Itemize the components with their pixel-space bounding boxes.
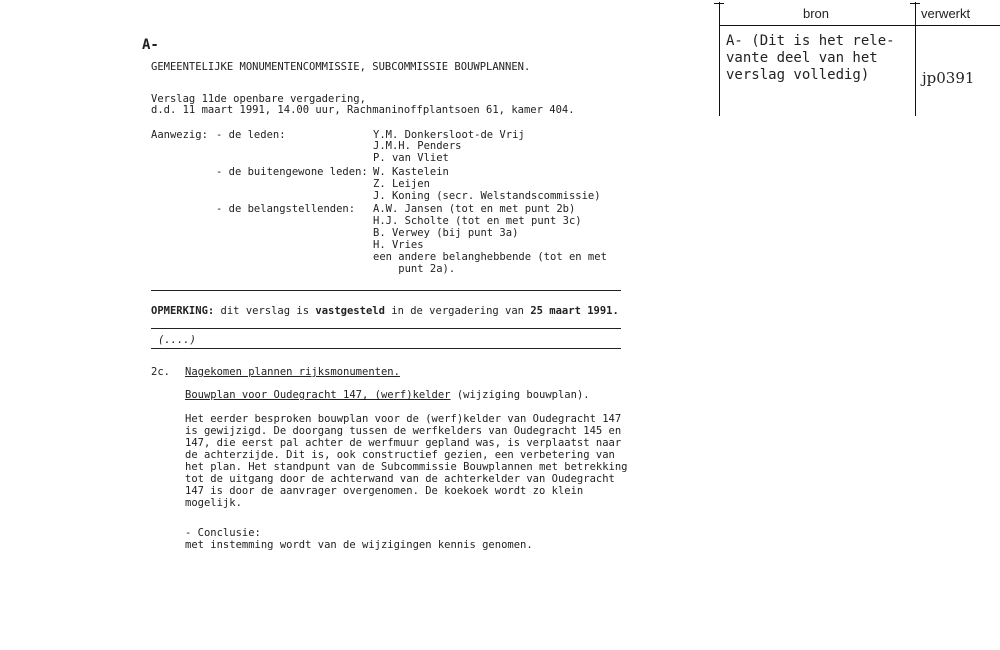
- group-label-belangstellenden: - de belangstellenden:: [216, 203, 356, 215]
- table-header-rule: [719, 25, 1000, 26]
- ellipsis: (....): [158, 334, 196, 346]
- group-label-buitengewone: - de buitengewone leden:: [216, 166, 368, 178]
- opmerking-line: [151, 306, 619, 318]
- opmerking-label: OPMERKING:: [151, 305, 215, 317]
- body-line: de achterzijde. Dit is, ook constructief gezien, een verbetering van: [185, 449, 615, 461]
- sub-title: Bouwplan voor Oudegracht 147, (werf)kelder: [185, 389, 451, 401]
- attendee-name: een andere belanghebbende (tot en met: [373, 251, 607, 263]
- table-mid-border: [915, 2, 916, 116]
- attendee-name: H. Vries: [373, 239, 424, 251]
- doc-title: GEMEENTELIJKE MONUMENTENCOMMISSIE, SUBCOMMISSIE BOUWPLANNEN.: [151, 61, 531, 73]
- meeting-line-1: Verslag 11de openbare vergadering,: [151, 93, 366, 105]
- attendee-name: W. Kastelein: [373, 166, 449, 178]
- table-left-border: [719, 2, 720, 116]
- item-title: Nagekomen plannen rijksmonumenten.: [185, 366, 400, 378]
- body-line: Het eerder besproken bouwplan voor de (werf)kelder van Oudegracht 147: [185, 413, 622, 425]
- rule-above-opmerking: [151, 290, 621, 291]
- body-line: het plan. Het standpunt van de Subcommissie Bouwplannen met betrekking: [185, 461, 628, 473]
- table-top-tick-mid: [910, 3, 920, 4]
- group-label-leden: - de leden:: [216, 129, 286, 141]
- rule-below-opmerking: [151, 328, 621, 329]
- attendee-name: J. Koning (secr. Welstandscommissie): [373, 190, 601, 202]
- body-line: 147 is door de aanvrager overgenomen. De koekoek wordt zo klein: [185, 485, 584, 497]
- body-line: 147, die eerst pal achter de werfmuur gepland was, is verplaatst naar: [185, 437, 622, 449]
- header-verwerkt: verwerkt: [921, 6, 971, 21]
- opmerking-text: dit verslag is: [214, 305, 316, 317]
- attendee-name: J.M.H. Penders: [373, 140, 462, 152]
- conclusie-label: - Conclusie:: [185, 527, 261, 539]
- opmerking-rest: in de vergadering van: [384, 305, 531, 317]
- doc-marker: A-: [142, 37, 159, 53]
- aanwezig-label: Aanwezig:: [151, 129, 208, 141]
- attendee-name: P. van Vliet: [373, 152, 449, 164]
- bron-line-2: vante deel van het: [726, 50, 878, 66]
- attendee-name: A.W. Jansen (tot en met punt 2b): [373, 203, 576, 215]
- rule-under-ellipsis: [151, 348, 621, 349]
- body-line: mogelijk.: [185, 497, 242, 509]
- sub-title-rest: (wijziging bouwplan).: [450, 389, 590, 401]
- bron-line-3: verslag volledig): [726, 67, 870, 83]
- attendee-name: Z. Leijen: [373, 178, 430, 190]
- opmerking-bold: vastgesteld: [315, 305, 385, 317]
- header-bron: bron: [803, 6, 830, 21]
- item-number: 2c.: [151, 366, 170, 378]
- attendee-name: punt 2a).: [373, 263, 456, 275]
- attendee-name: B. Verwey (bij punt 3a): [373, 227, 519, 239]
- attendee-name: Y.M. Donkersloot-de Vrij: [373, 129, 525, 141]
- attendee-name: H.J. Scholte (tot en met punt 3c): [373, 215, 582, 227]
- conclusie-text: met instemming wordt van de wijzigingen kennis genomen.: [185, 539, 533, 551]
- body-line: tot de uitgang door de achterwand van de achterkelder van Oudegracht: [185, 473, 615, 485]
- table-top-tick-left: [714, 3, 724, 4]
- verwerkt-value: jp0391: [922, 69, 975, 87]
- opmerking-date: 25 maart 1991.: [530, 305, 619, 317]
- body-line: is gewijzigd. De doorgang tussen de werfkelders van Oudegracht 145 en: [185, 425, 622, 437]
- sub-title-line: [185, 390, 590, 402]
- meeting-line-2: d.d. 11 maart 1991, 14.00 uur, Rachmaninoffplantsoen 61, kamer 404.: [151, 104, 575, 116]
- bron-line-1: A- (Dit is het rele-: [726, 33, 895, 49]
